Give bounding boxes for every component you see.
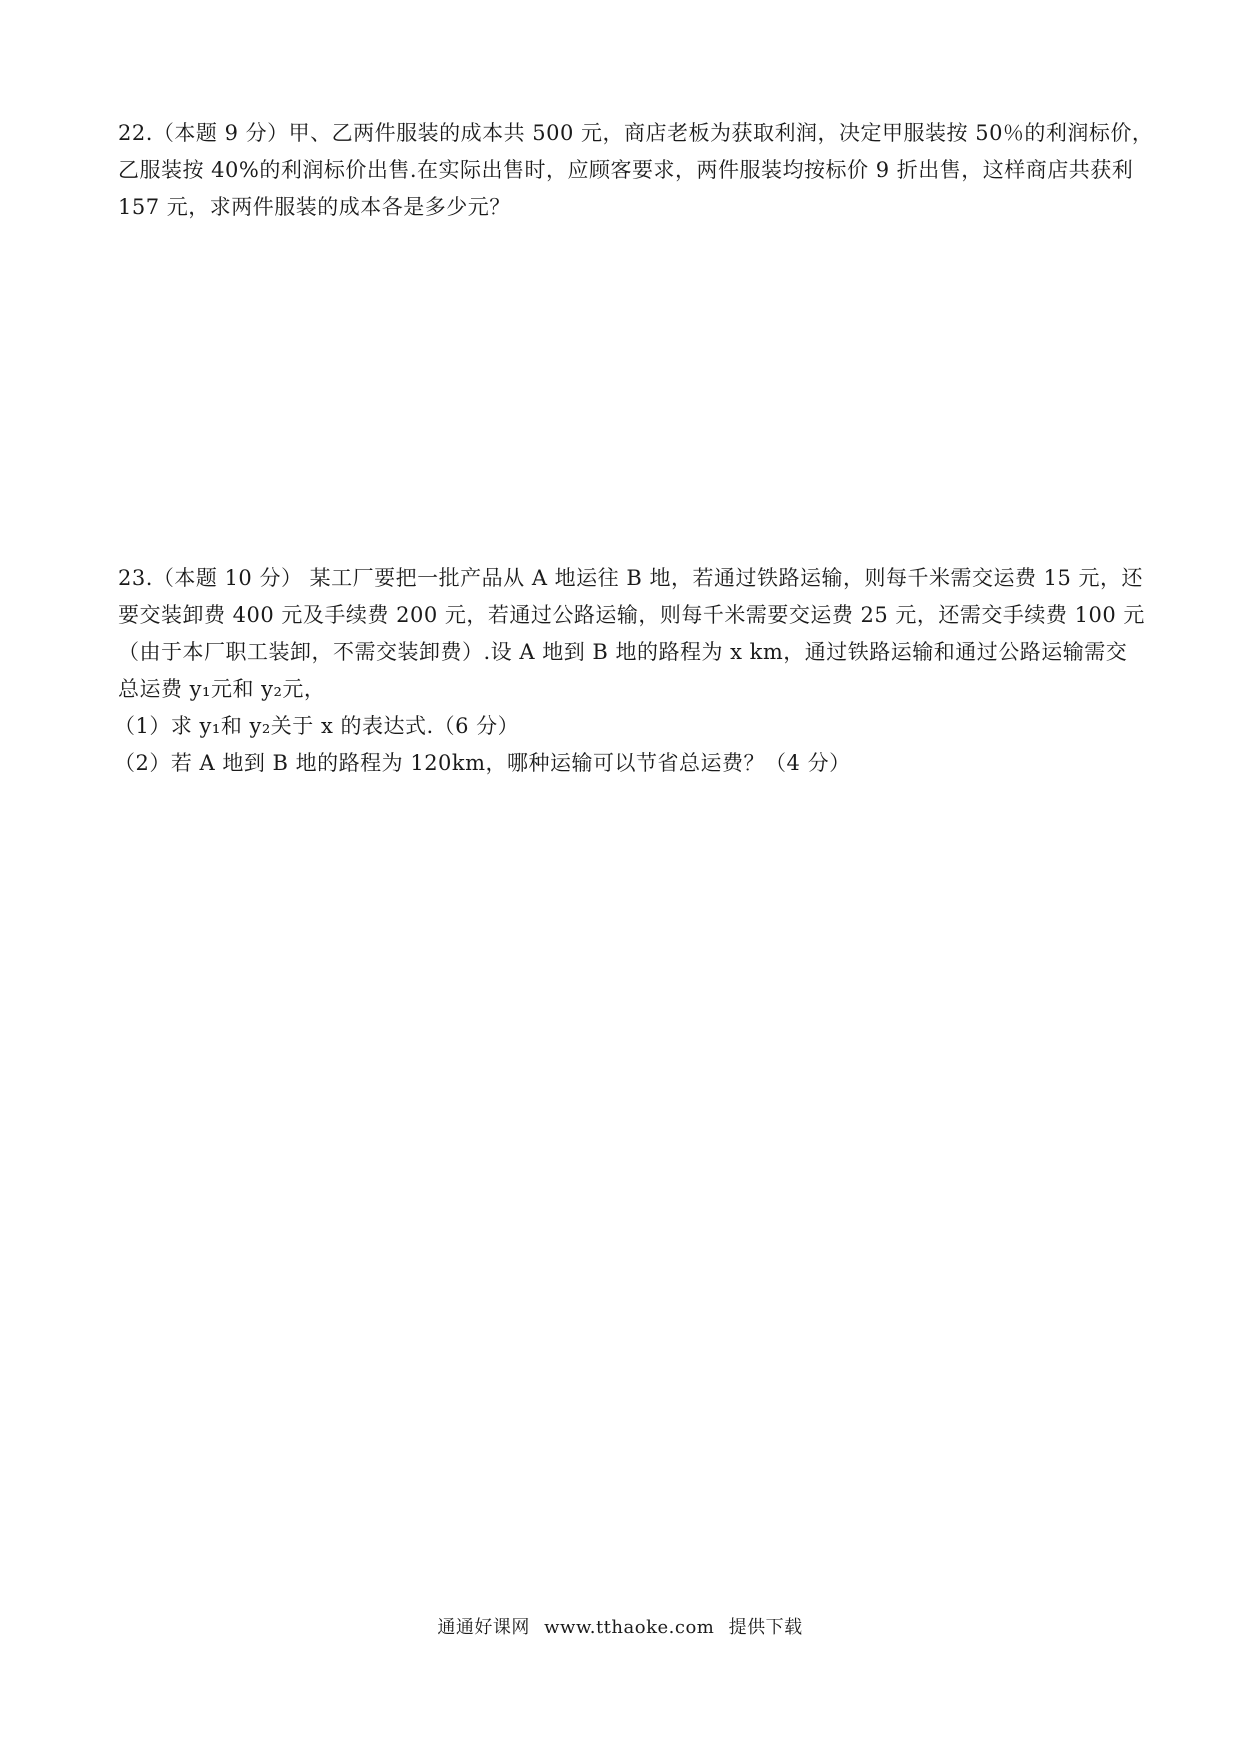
problem-22-line-2: 乙服装按 40%的利润标价出售.在实际出售时，应顾客要求，两件服装均按标价 9 折出售，这样商店共获利	[118, 158, 1134, 182]
problem-23-line-3: （由于本厂职工装卸，不需交装卸费）.设 A 地到 B 地的路程为 x km，通过铁路运输和通过公路运输需交	[118, 640, 1128, 664]
problem-22-line-3: 157 元，求两件服装的成本各是多少元？	[118, 195, 511, 219]
problem-23-sub-question-1: （1）求 y₁和 y₂关于 x 的表达式.（6 分）	[114, 714, 520, 738]
page-footer	[0, 1613, 1240, 1639]
problem-22-line-1: 22.（本题 9 分）甲、乙两件服装的成本共 500 元，商店老板为获取利润，决定甲服装按 50％的利润标价，	[118, 121, 1154, 145]
footer-url[interactable]: www.tthaoke.com	[544, 1617, 715, 1638]
footer-note: 提供下载	[728, 1617, 803, 1638]
problem-23-line-2: 要交装卸费 400 元及手续费 200 元，若通过公路运输，则每千米需要交运费 25 元，还需交手续费 100 元	[118, 603, 1145, 627]
problem-23-sub-question-2: （2）若 A 地到 B 地的路程为 120km，哪种运输可以节省总运费？（4 分）	[114, 751, 851, 775]
footer-site-name: 通通好课网	[437, 1617, 530, 1638]
problem-23-line-1: 23.（本题 10 分） 某工厂要把一批产品从 A 地运往 B 地，若通过铁路运输，则每千米需交运费 15 元，还	[118, 566, 1144, 590]
problem-23-line-4: 总运费 y₁元和 y₂元，	[118, 677, 326, 701]
problem-23	[114, 560, 1145, 782]
problem-22	[118, 115, 1154, 226]
